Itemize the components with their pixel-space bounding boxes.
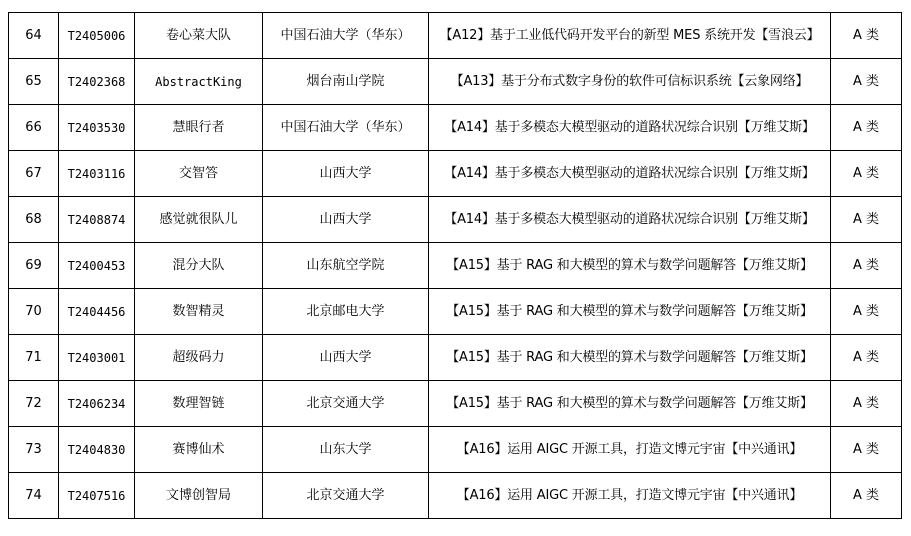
team-name: 交智答 xyxy=(135,151,263,197)
results-table-container xyxy=(8,12,901,519)
topic-title: 【A16】运用 AIGC 开源工具，打造文博元宇宙【中兴通讯】 xyxy=(429,473,831,519)
school-name: 北京交通大学 xyxy=(263,381,429,427)
table-row xyxy=(9,427,902,473)
row-index: 69 xyxy=(9,243,59,289)
school-name: 北京交通大学 xyxy=(263,473,429,519)
results-table xyxy=(8,12,902,519)
table-row xyxy=(9,59,902,105)
school-name: 北京邮电大学 xyxy=(263,289,429,335)
table-row xyxy=(9,197,902,243)
team-name: 感觉就很队儿 xyxy=(135,197,263,243)
school-name: 烟台南山学院 xyxy=(263,59,429,105)
team-id: T2403116 xyxy=(59,151,135,197)
team-name: 文博创智局 xyxy=(135,473,263,519)
table-row xyxy=(9,289,902,335)
team-name: 数智精灵 xyxy=(135,289,263,335)
topic-title: 【A15】基于 RAG 和大模型的算术与数学问题解答【万维艾斯】 xyxy=(429,289,831,335)
row-index: 64 xyxy=(9,13,59,59)
category: A 类 xyxy=(831,381,902,427)
table-row xyxy=(9,13,902,59)
category: A 类 xyxy=(831,289,902,335)
row-index: 73 xyxy=(9,427,59,473)
category: A 类 xyxy=(831,197,902,243)
category: A 类 xyxy=(831,13,902,59)
topic-title: 【A13】基于分布式数字身份的软件可信标识系统【云象网络】 xyxy=(429,59,831,105)
team-name: 卷心菜大队 xyxy=(135,13,263,59)
team-id: T2404456 xyxy=(59,289,135,335)
results-table-body xyxy=(9,13,902,519)
team-id: T2406234 xyxy=(59,381,135,427)
table-row xyxy=(9,105,902,151)
table-row xyxy=(9,151,902,197)
table-row xyxy=(9,473,902,519)
topic-title: 【A14】基于多模态大模型驱动的道路状况综合识别【万维艾斯】 xyxy=(429,197,831,243)
row-index: 72 xyxy=(9,381,59,427)
school-name: 中国石油大学（华东） xyxy=(263,13,429,59)
team-id: T2403530 xyxy=(59,105,135,151)
category: A 类 xyxy=(831,335,902,381)
topic-title: 【A12】基于工业低代码开发平台的新型 MES 系统开发【雪浪云】 xyxy=(429,13,831,59)
team-id: T2402368 xyxy=(59,59,135,105)
category: A 类 xyxy=(831,427,902,473)
topic-title: 【A15】基于 RAG 和大模型的算术与数学问题解答【万维艾斯】 xyxy=(429,243,831,289)
team-name: AbstractKing xyxy=(135,59,263,105)
school-name: 山西大学 xyxy=(263,197,429,243)
school-name: 山东航空学院 xyxy=(263,243,429,289)
row-index: 70 xyxy=(9,289,59,335)
school-name: 山西大学 xyxy=(263,151,429,197)
team-id: T2408874 xyxy=(59,197,135,243)
team-name: 混分大队 xyxy=(135,243,263,289)
category: A 类 xyxy=(831,105,902,151)
team-id: T2404830 xyxy=(59,427,135,473)
school-name: 中国石油大学（华东） xyxy=(263,105,429,151)
row-index: 71 xyxy=(9,335,59,381)
team-id: T2400453 xyxy=(59,243,135,289)
topic-title: 【A15】基于 RAG 和大模型的算术与数学问题解答【万维艾斯】 xyxy=(429,381,831,427)
school-name: 山东大学 xyxy=(263,427,429,473)
row-index: 66 xyxy=(9,105,59,151)
school-name: 山西大学 xyxy=(263,335,429,381)
row-index: 65 xyxy=(9,59,59,105)
team-id: T2405006 xyxy=(59,13,135,59)
table-row xyxy=(9,335,902,381)
team-id: T2403001 xyxy=(59,335,135,381)
topic-title: 【A14】基于多模态大模型驱动的道路状况综合识别【万维艾斯】 xyxy=(429,105,831,151)
topic-title: 【A14】基于多模态大模型驱动的道路状况综合识别【万维艾斯】 xyxy=(429,151,831,197)
table-row xyxy=(9,243,902,289)
team-name: 赛博仙术 xyxy=(135,427,263,473)
team-name: 超级码力 xyxy=(135,335,263,381)
table-row xyxy=(9,381,902,427)
category: A 类 xyxy=(831,473,902,519)
team-name: 慧眼行者 xyxy=(135,105,263,151)
row-index: 74 xyxy=(9,473,59,519)
topic-title: 【A15】基于 RAG 和大模型的算术与数学问题解答【万维艾斯】 xyxy=(429,335,831,381)
topic-title: 【A16】运用 AIGC 开源工具，打造文博元宇宙【中兴通讯】 xyxy=(429,427,831,473)
row-index: 68 xyxy=(9,197,59,243)
team-name: 数理智链 xyxy=(135,381,263,427)
category: A 类 xyxy=(831,243,902,289)
category: A 类 xyxy=(831,151,902,197)
row-index: 67 xyxy=(9,151,59,197)
team-id: T2407516 xyxy=(59,473,135,519)
category: A 类 xyxy=(831,59,902,105)
